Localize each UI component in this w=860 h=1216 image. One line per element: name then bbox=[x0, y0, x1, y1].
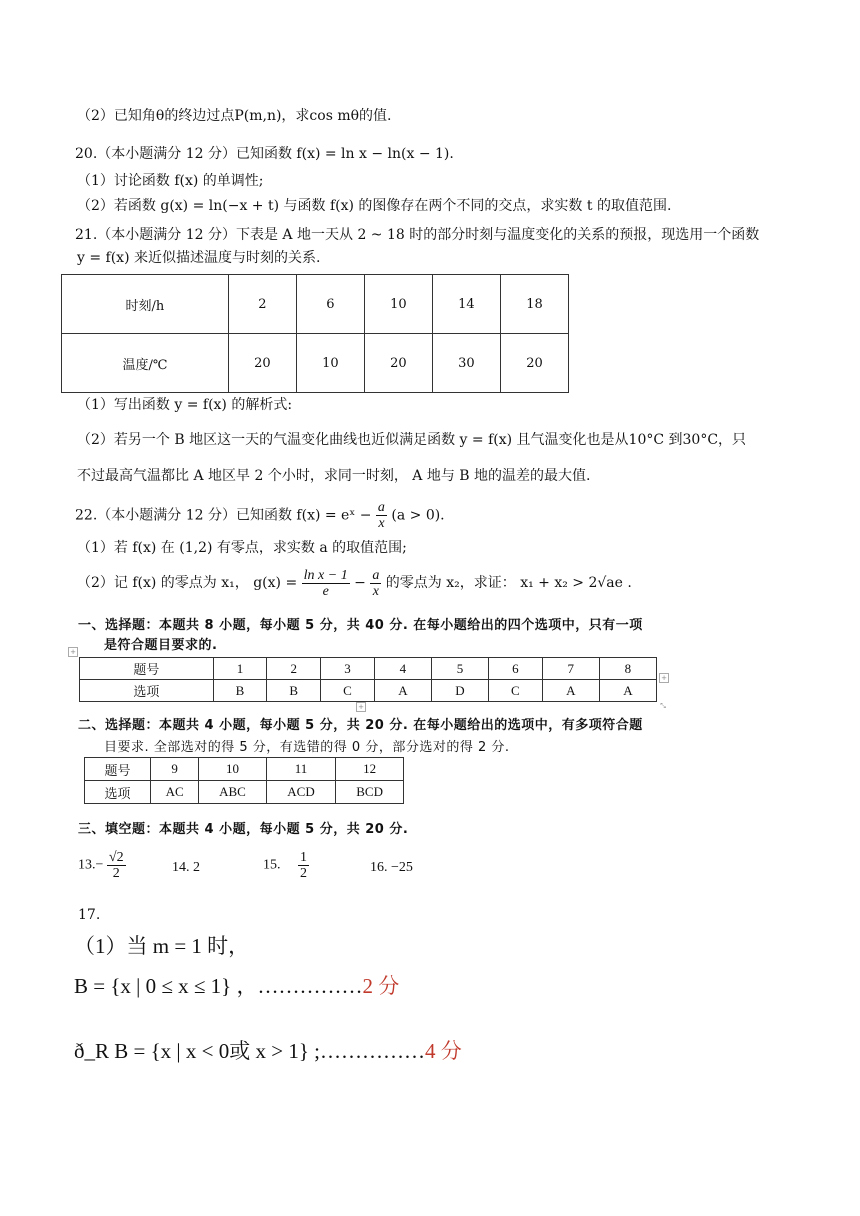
section-text: 目要求. 全部选对的得 5 分，有选错的得 0 分，部分选对的得 2 分. bbox=[104, 740, 510, 755]
answer-table-1 bbox=[79, 657, 657, 702]
fraction-denominator: x bbox=[378, 516, 385, 531]
q20-part1: （1）讨论函数 f(x) 的单调性; bbox=[77, 173, 264, 189]
table-cell: 3 bbox=[321, 658, 375, 680]
section-heading: 一、选择题：本题共 8 小题，每小题 5 分，共 40 分. 在每小题给出的四个选项中，只有一项 bbox=[78, 618, 643, 633]
table-cell: 5 bbox=[431, 658, 488, 680]
table-cell: A bbox=[374, 680, 431, 702]
table-cell: 20 bbox=[364, 334, 432, 393]
table-cell: ABC bbox=[199, 781, 267, 804]
answer-section2-line1 bbox=[78, 714, 643, 733]
table-cell: 6 bbox=[296, 275, 364, 334]
add-column-icon[interactable]: + bbox=[659, 673, 669, 683]
q17-line2 bbox=[74, 970, 399, 1000]
table-cell: 2 bbox=[228, 275, 296, 334]
fraction-denominator: 2 bbox=[300, 866, 307, 881]
table-cell: 18 bbox=[500, 275, 568, 334]
table-cell: A bbox=[599, 680, 656, 702]
table-cell: C bbox=[489, 680, 543, 702]
answer-14: 14. 2 bbox=[172, 860, 200, 875]
table-cell: 9 bbox=[151, 758, 199, 781]
answer-label: 13. bbox=[78, 857, 96, 873]
answer-label: 15. bbox=[263, 857, 281, 873]
q21-header-line1: 21.（本小题满分 12 分）下表是 A 地一天从 2 ~ 18 时的部分时刻与温度变化的关系的预报，现选用一个函数 bbox=[75, 227, 760, 243]
table-cell: 6 bbox=[489, 658, 543, 680]
add-row-icon[interactable]: + bbox=[356, 702, 366, 712]
answer-fraction bbox=[107, 850, 126, 881]
q22-header bbox=[75, 500, 445, 531]
table-cell: 4 bbox=[374, 658, 431, 680]
table-cell: 1 bbox=[213, 658, 267, 680]
table-cell: 选项 bbox=[80, 680, 214, 702]
table-cell: 10 bbox=[296, 334, 364, 393]
answer-15 bbox=[263, 850, 309, 881]
minus-sign: − bbox=[354, 575, 366, 591]
section-heading: 二、选择题：本题共 4 小题，每小题 5 分，共 20 分. 在每小题给出的选项中，有多项符合题 bbox=[78, 718, 643, 733]
q17-label: 17. bbox=[78, 907, 101, 923]
fraction-denominator: x bbox=[372, 583, 379, 599]
answer-section1-line1 bbox=[78, 614, 643, 633]
section-heading: 是符合题目要求的. bbox=[104, 638, 218, 653]
answer-section3 bbox=[78, 818, 408, 837]
minus-sign: − bbox=[95, 857, 104, 873]
table-cell: 20 bbox=[500, 334, 568, 393]
q21-part2-line2: 不过最高气温都比 A 地区早 2 个小时，求同一时刻， A 地与 B 地的温差的最大值. bbox=[77, 468, 591, 484]
table-cell: D bbox=[431, 680, 488, 702]
answer-section1-line2 bbox=[104, 634, 217, 653]
q22-part1: （1）若 f(x) 在 (1,2) 有零点，求实数 a 的取值范围; bbox=[77, 540, 407, 556]
fraction-denominator: e bbox=[322, 583, 329, 599]
table-cell: 10 bbox=[199, 758, 267, 781]
table-cell: 时刻/h bbox=[62, 275, 229, 334]
q22-part2 bbox=[77, 566, 632, 600]
move-handle-icon[interactable]: + bbox=[68, 647, 78, 657]
table-cell: BCD bbox=[336, 781, 404, 804]
q20-header: 20.（本小题满分 12 分）已知函数 f(x) = ln x − ln(x − 1). bbox=[75, 146, 454, 162]
table-cell: 8 bbox=[599, 658, 656, 680]
q22-part2-tail: 的零点为 x₂，求证： x₁ + x₂ > 2√ae . bbox=[385, 575, 632, 591]
fraction-denominator: 2 bbox=[112, 866, 120, 881]
table-row bbox=[62, 334, 569, 393]
resize-handle-icon[interactable]: ⤡ bbox=[660, 702, 666, 710]
table-cell: 11 bbox=[266, 758, 335, 781]
q21-header-line2: y = f(x) 来近似描述温度与时刻的关系. bbox=[77, 250, 321, 266]
score-label: 4 分 bbox=[425, 1039, 462, 1063]
table-row bbox=[62, 275, 569, 334]
table-cell: 题号 bbox=[80, 658, 214, 680]
q17-line1: （1）当 m = 1 时， bbox=[74, 934, 250, 958]
table-row bbox=[80, 680, 657, 702]
score-label: 2 分 bbox=[362, 974, 400, 998]
q17-line3-text: ð_R B = {x | x < 0或 x > 1} ;…………… bbox=[74, 1039, 425, 1063]
table-cell: B bbox=[267, 680, 321, 702]
q22-header-text: 22.（本小题满分 12 分）已知函数 f(x) = eˣ − bbox=[75, 507, 372, 524]
answer-13 bbox=[78, 850, 126, 881]
answer-16: 16. −25 bbox=[370, 860, 413, 875]
q22-part2-text: （2）记 f(x) 的零点为 x₁， g(x) = bbox=[77, 575, 298, 591]
q22-fraction bbox=[302, 568, 350, 599]
table-cell: B bbox=[213, 680, 267, 702]
answer-fraction bbox=[298, 850, 309, 881]
q21-part2-line1: （2）若另一个 B 地区这一天的气温变化曲线也近似满足函数 y = f(x) 且气温变化也是从10°C 到30°C，只 bbox=[77, 432, 747, 448]
q17-line2-text: B = {x | 0 ≤ x ≤ 1} ，…………… bbox=[74, 974, 363, 998]
q19-part2: （2）已知角θ的终边过点P(m,n)，求cos mθ的值. bbox=[77, 108, 392, 124]
q17-line3 bbox=[74, 1035, 462, 1065]
answer-section2-line2 bbox=[104, 736, 510, 755]
table-cell: 温度/℃ bbox=[62, 334, 229, 393]
table-row bbox=[85, 781, 404, 804]
q21-part1: （1）写出函数 y = f(x) 的解析式: bbox=[77, 397, 293, 413]
q22-fraction bbox=[370, 568, 381, 599]
section-heading: 三、填空题：本题共 4 小题，每小题 5 分，共 20 分. bbox=[78, 822, 409, 837]
table-cell: 7 bbox=[542, 658, 599, 680]
fraction-numerator: ln x − 1 bbox=[303, 567, 348, 583]
table-cell: 14 bbox=[432, 275, 500, 334]
table-cell: AC bbox=[151, 781, 199, 804]
q21-table bbox=[61, 274, 569, 393]
table-cell: 20 bbox=[228, 334, 296, 393]
table-row bbox=[80, 658, 657, 680]
table-cell: 2 bbox=[267, 658, 321, 680]
q22-header-condition: (a > 0). bbox=[391, 507, 445, 524]
table-cell: ACD bbox=[266, 781, 335, 804]
q22-fraction bbox=[376, 500, 387, 531]
table-cell: 10 bbox=[364, 275, 432, 334]
table-cell: 题号 bbox=[85, 758, 151, 781]
fraction-numerator: √2 bbox=[108, 850, 124, 865]
answer-table-2 bbox=[84, 757, 404, 804]
table-cell: 12 bbox=[336, 758, 404, 781]
fraction-numerator: 1 bbox=[300, 850, 307, 865]
fraction-numerator: a bbox=[372, 567, 380, 583]
table-cell: A bbox=[542, 680, 599, 702]
table-cell: 选项 bbox=[85, 781, 151, 804]
table-cell: 30 bbox=[432, 334, 500, 393]
q20-part2: （2）若函数 g(x) = ln(−x + t) 与函数 f(x) 的图像存在两个不同的交点，求实数 t 的取值范围. bbox=[77, 198, 672, 214]
table-row bbox=[85, 758, 404, 781]
fraction-numerator: a bbox=[377, 500, 385, 515]
table-cell: C bbox=[321, 680, 375, 702]
